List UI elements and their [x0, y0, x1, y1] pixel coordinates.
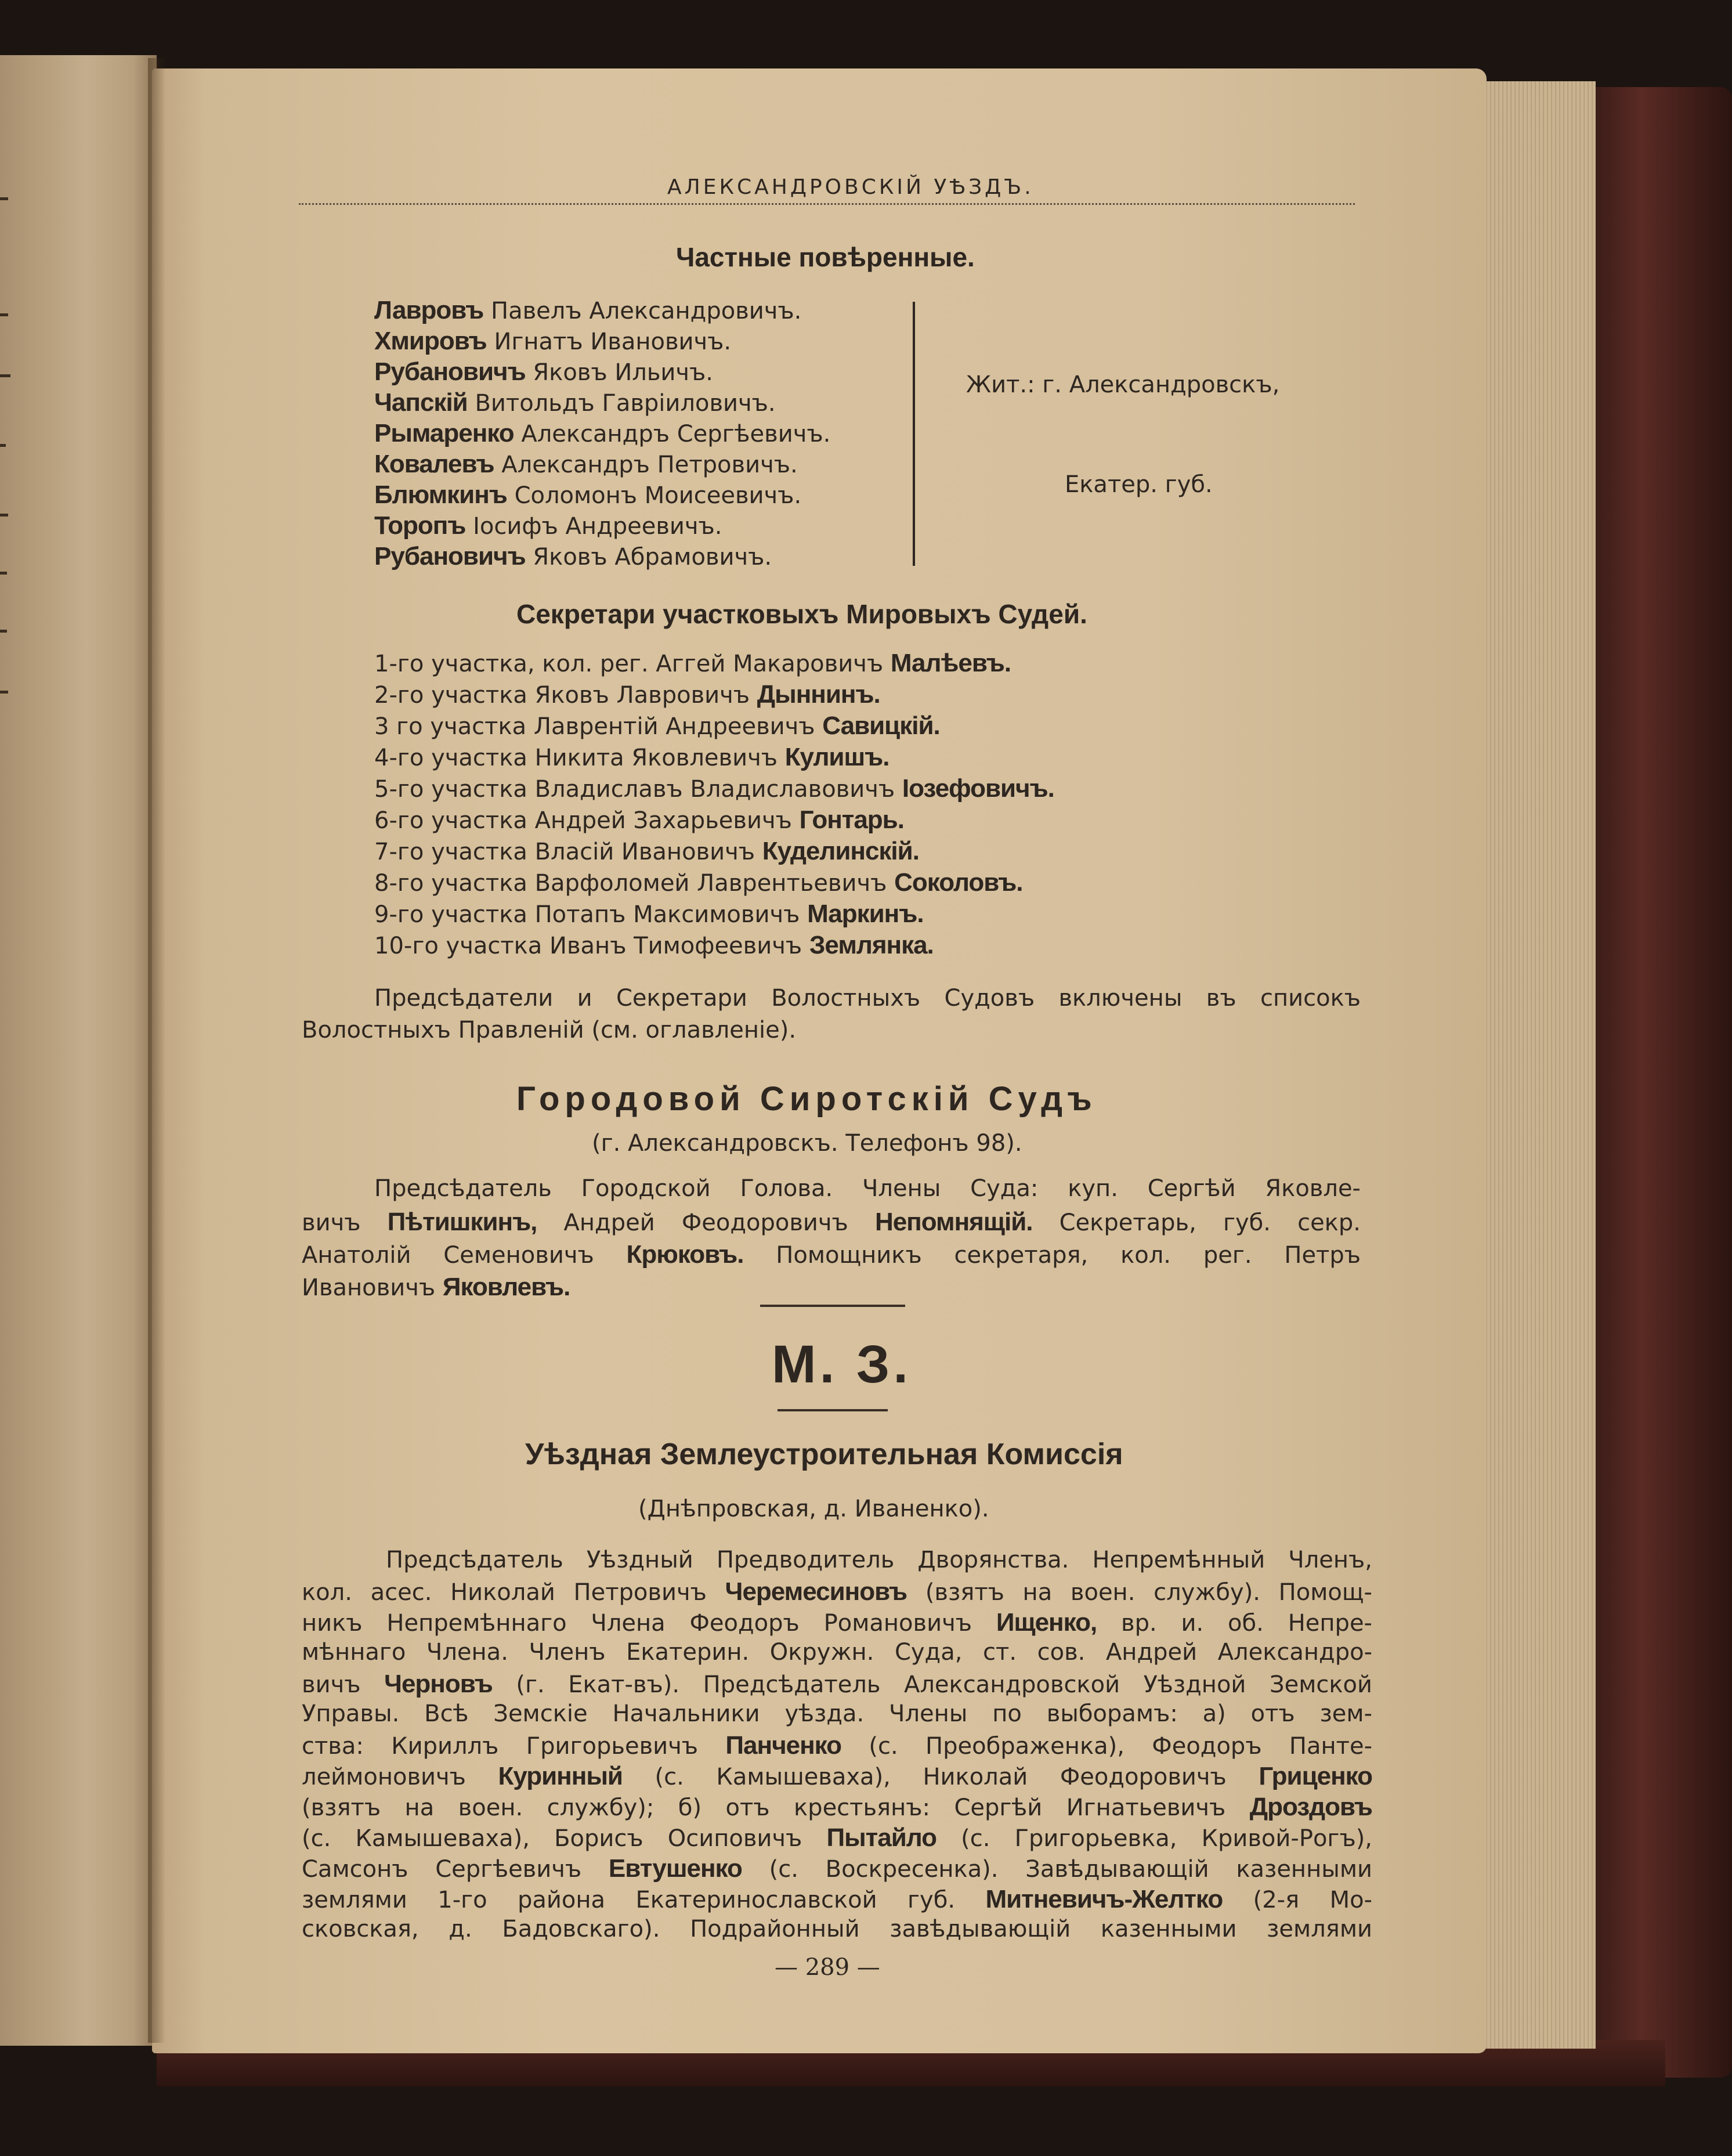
commission-line: (с. Камышеваха), Борисъ Осиповичъ Пытайло (с. Григорьевка, Кривой-Рогъ), — [302, 1823, 1373, 1852]
list-item: 10-го участка Иванъ Тимофеевичъ Землянка. — [374, 931, 934, 959]
section-divider-top — [760, 1305, 905, 1307]
book-cover — [1593, 87, 1732, 2078]
page-number: — 289 — — [775, 1954, 880, 1981]
residence-province: Екатер. губ. — [1065, 471, 1213, 498]
list-item: Рубановичъ Яковъ Ильичъ. — [374, 357, 714, 386]
list-item: 7-го участка Власій Ивановичъ Куделинскій. — [374, 837, 919, 865]
commission-line: ства: Кириллъ Григорьевичъ Панченко (с. Преображенка), Феодоръ Панте- — [302, 1731, 1373, 1760]
commission-subtitle: (Днѣпровская, д. Иваненко). — [638, 1496, 989, 1522]
secretaries-note-line1: Предсѣдатели и Секретари Волостныхъ Судовъ включены въ списокъ — [374, 985, 1361, 1012]
commission-line: кол. асес. Николай Петровичъ Черемесиновъ (взятъ на воен. службу). Помощ- — [302, 1577, 1372, 1606]
commission-line: леймоновичъ Куринный (с. Камышеваха), Николай Феодоровичъ Гриценко — [302, 1762, 1372, 1790]
list-item: 1-го участка, кол. рег. Аггей Макаровичъ Малѣевъ. — [374, 649, 1011, 677]
commission-line: вичъ Черновъ (г. Екат-въ). Предсѣдатель Александровской Уѣздной Земской — [302, 1670, 1373, 1698]
orphan-court-title: Городовой Сиротскій Судъ — [516, 1080, 1097, 1118]
commission-title: Уѣздная Землеустроительная Комиссія — [525, 1438, 1123, 1471]
list-item: 8-го участка Варфоломей Лаврентьевичъ Соколовъ. — [374, 868, 1023, 897]
secretaries-note-line2: Волостныхъ Правленій (см. оглавленіе). — [302, 1017, 797, 1043]
commission-line: (взятъ на воен. службу); б) отъ крестьянъ: Сергѣй Игнатьевичъ Дроздовъ — [302, 1793, 1372, 1821]
book-spine — [148, 58, 165, 2043]
header-rule — [299, 203, 1355, 205]
list-item: Ковалевъ Александръ Петровичъ. — [374, 450, 798, 478]
list-item: 9-го участка Потапъ Максимовичъ Маркинъ. — [374, 900, 924, 928]
list-item: 5-го участка Владиславъ Владиславовичъ Іозефовичъ. — [374, 774, 1054, 803]
attorneys-heading: Частные повѣренные. — [676, 242, 975, 272]
list-item: Лавровъ Павелъ Александровичъ. — [374, 296, 802, 324]
running-header: АЛЕКСАНДРОВСКІЙ УѢЗДЪ. — [667, 175, 1034, 199]
commission-line: Управы. Всѣ Земскіе Начальники уѣзда. Члены по выборамъ: а) отъ зем- — [302, 1700, 1372, 1727]
list-item: Торопъ Іосифъ Андреевичъ. — [374, 511, 722, 540]
list-item: Чапскій Витольдъ Гавріиловичъ. — [374, 388, 776, 417]
left-page — [0, 55, 157, 2046]
bracket — [913, 302, 915, 566]
page-edges — [1480, 81, 1596, 2049]
section-title: М. З. — [772, 1335, 912, 1394]
list-item: Блюмкинъ Соломонъ Моисеевичъ. — [374, 481, 802, 509]
secretaries-heading: Секретари участковыхъ Мировыхъ Судей. — [516, 599, 1087, 629]
section-divider-bottom — [778, 1409, 888, 1411]
commission-line: землями 1-го района Екатеринославской губ. Митневичъ-Желтко (2-я Мо- — [302, 1885, 1372, 1913]
list-item: 3 го участка Лаврентій Андреевичъ Савицкій. — [374, 712, 940, 740]
orphan-court-line: Анатолій Семеновичъ Крюковъ. Помощникъ секретаря, кол. рег. Петръ — [302, 1240, 1361, 1269]
list-item: 6-го участка Андрей Захарьевичъ Гонтарь. — [374, 806, 904, 834]
list-item: Рымаренко Александръ Сергѣевичъ. — [374, 419, 831, 447]
orphan-court-line: вичъ Пѣтишкинъ, Андрей Феодоровичъ Непомнящій. Секретарь, губ. секр. — [302, 1208, 1361, 1236]
commission-line: Предсѣдатель Уѣздный Предводитель Дворянства. Непремѣнный Членъ, — [386, 1547, 1372, 1573]
list-item: Хмировъ Игнатъ Ивановичъ. — [374, 327, 732, 355]
orphan-court-subtitle: (г. Александровскъ. Телефонъ 98). — [592, 1130, 1022, 1157]
orphan-court-line: Предсѣдатель Городской Голова. Члены Суда: куп. Сергѣй Яковле- — [374, 1175, 1361, 1202]
commission-line: мѣннаго Члена. Членъ Екатерин. Окружн. Суда, ст. сов. Андрей Александро- — [302, 1639, 1372, 1666]
commission-line: никъ Непремѣннаго Члена Феодоръ Романовичъ Ищенко, вр. и. об. Непре- — [302, 1608, 1372, 1637]
residence-city: Жит.: г. Александровскъ, — [966, 371, 1280, 398]
commission-line: сковская, д. Бадовскаго). Подрайонный завѣдывающій казенными землями — [302, 1916, 1372, 1942]
list-item: Рубановичъ Яковъ Абрамовичъ. — [374, 542, 772, 570]
list-item: 4-го участка Никита Яковлевичъ Кулишъ. — [374, 743, 889, 771]
commission-line: Самсонъ Сергѣевичъ Евтушенко (с. Воскресенка). Завѣдывающій казенными — [302, 1854, 1372, 1883]
orphan-court-line: Ивановичъ Яковлевъ. — [302, 1273, 570, 1301]
list-item: 2-го участка Яковъ Лавровичъ Дыннинъ. — [374, 680, 880, 709]
